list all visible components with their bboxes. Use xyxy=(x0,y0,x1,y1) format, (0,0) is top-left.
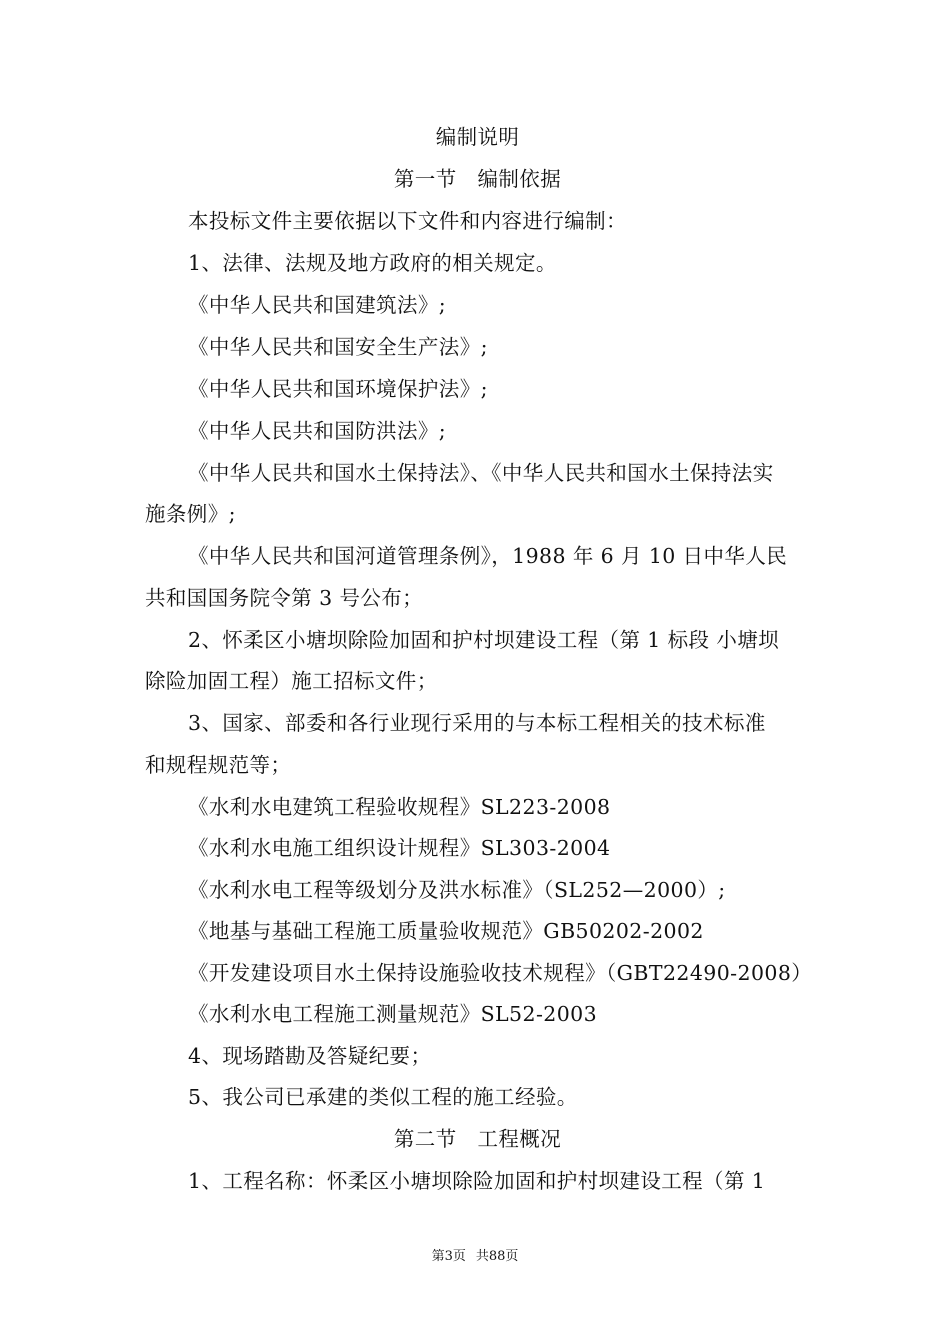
law-reference-continuation: 施条例》; xyxy=(145,502,236,526)
page-footer xyxy=(0,1248,950,1266)
law-reference-continuation: 共和国国务院令第 3 号公布； xyxy=(145,586,424,610)
standard-reference: 《地基与基础工程施工质量验收规范》GB50202-2002 xyxy=(188,919,704,943)
law-reference: 《中华人民共和国河道管理条例》，1988 年 6 月 10 日中华人民 xyxy=(188,544,788,568)
list-item-3-continuation: 和规程规范等； xyxy=(145,753,292,777)
list-item-5: 5、我公司已承建的类似工程的施工经验。 xyxy=(188,1085,578,1109)
list-item-4: 4、现场踏勘及答疑纪要； xyxy=(188,1044,432,1068)
standard-reference: 《水利水电建筑工程验收规程》SL223-2008 xyxy=(188,795,611,819)
standard-reference: 《开发建设项目水土保持设施验收技术规程》（GBT22490-2008） xyxy=(188,961,813,985)
law-reference: 《中华人民共和国安全生产法》; xyxy=(188,335,488,359)
section-1-title: 第一节 编制依据 xyxy=(393,167,562,191)
intro-paragraph: 本投标文件主要依据以下文件和内容进行编制： xyxy=(188,209,627,233)
section-2-title: 第二节 工程概况 xyxy=(393,1127,562,1151)
project-item-1: 1、工程名称：怀柔区小塘坝除险加固和护村坝建设工程（第 1 xyxy=(188,1169,766,1193)
law-reference: 《中华人民共和国水土保持法》、《中华人民共和国水土保持法实 xyxy=(188,461,774,485)
document-heading: 编制说明 xyxy=(435,125,520,149)
list-item-2: 2、怀柔区小塘坝除险加固和护村坝建设工程（第 1 标段 小塘坝 xyxy=(188,628,780,652)
list-item-3: 3、国家、部委和各行业现行采用的与本标工程相关的技术标准 xyxy=(188,711,766,735)
page-total: 共88页 xyxy=(475,1249,519,1264)
law-reference: 《中华人民共和国环境保护法》; xyxy=(188,377,488,401)
standard-reference: 《水利水电工程等级划分及洪水标准》（SL252—2000）; xyxy=(188,878,726,902)
law-reference: 《中华人民共和国建筑法》; xyxy=(188,293,447,317)
standard-reference: 《水利水电工程施工测量规范》SL52-2003 xyxy=(188,1002,598,1026)
list-item-1: 1、法律、法规及地方政府的相关规定。 xyxy=(188,251,557,275)
page-number: 第3页 xyxy=(431,1249,466,1264)
standard-reference: 《水利水电施工组织设计规程》SL303-2004 xyxy=(188,836,611,860)
law-reference: 《中华人民共和国防洪法》; xyxy=(188,419,447,443)
list-item-2-continuation: 除险加固工程）施工招标文件； xyxy=(145,669,438,693)
